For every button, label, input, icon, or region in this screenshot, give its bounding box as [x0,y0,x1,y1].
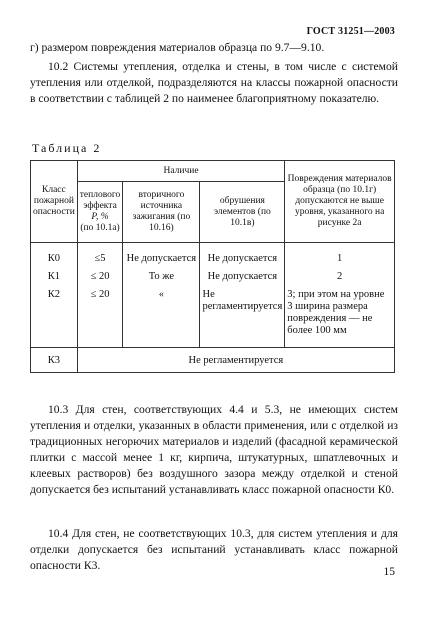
page-number: 15 [383,566,395,578]
header-heat [77,182,123,243]
header-damage: Повреждения материалов образца (по 10.1г) допускаются не выше уровня, указанного на рисунке 2а [285,161,395,243]
cell-heat: ≤5 [77,243,123,268]
cell-ignition: « [123,285,200,348]
cell-collapse: Не допускается [200,267,285,285]
cell-damage: 1 [285,243,395,268]
paragraph-10-3: 10.3 Для стен, соответствующих 4.4 и 5.3, не имеющих систем утепления и отделки, указанных в области применения, или с отделкой из традиционных негорючих материалов и изделий (фасадной керамической плитки с массой менее 1 кг, кирпича, штукатурных, шпатлевочных и клеевых растворов) без воздушного зазора между отделкой и стеной допускается без испытаний устанавливать класс пожарной опасности К0. [30,403,398,496]
cell-heat: ≤ 20 [77,267,123,285]
table-caption: Таблица 2 [32,141,102,155]
header-nalichie: Наличие [77,161,285,182]
cell-heat: ≤ 20 [77,285,123,348]
header-ignition: вторичного источника зажигания (по 10.16) [123,182,200,243]
cell-collapse: Не регламентируется [200,285,285,348]
cell-damage: 2 [285,267,395,285]
header-class: Класс пожарной опасности [31,161,78,243]
header-collapse: обрушения элементов (по 10.1в) [200,182,285,243]
cell-class: К1 [31,267,78,285]
cell-k3-merged: Не регламентируется [77,348,394,373]
cell-collapse: Не допускается [200,243,285,268]
header-heat-ref: (по 10.1а) [80,223,120,233]
cell-damage: 3; при этом на уровне 3 ширина размера повреждения — не более 100 мм [285,285,395,348]
header-heat-label: теплового эффекта [79,190,121,211]
table-row [31,348,395,373]
cell-ignition: Не допускается [123,243,200,268]
cell-class: К0 [31,243,78,268]
table-row [31,243,395,268]
document-header: ГОСТ 31251—2003 [306,26,395,37]
table-row [31,267,395,285]
fire-class-table [30,160,395,373]
cell-class: К2 [31,285,78,348]
cell-class: К3 [31,348,78,373]
header-heat-symbol: P, % [91,212,109,222]
paragraph-10-2: 10.2 Системы утепления, отделка и стены, в том числе с системой утепления или отделкой, подразделяются на классы пожарной опасности в соответствии с таблицей 2 по наименее благоприятному показателю. [30,60,398,105]
paragraph-g: г) размером повреждения материалов образца по 9.7—9.10. [30,41,325,54]
paragraph-10-4: 10.4 Для стен, не соответствующих 10.3, для систем утепления и для отделки допускается без испытаний устанавливать класс пожарной опасности К3. [30,527,398,572]
table-row [31,285,395,348]
cell-ignition: То же [123,267,200,285]
